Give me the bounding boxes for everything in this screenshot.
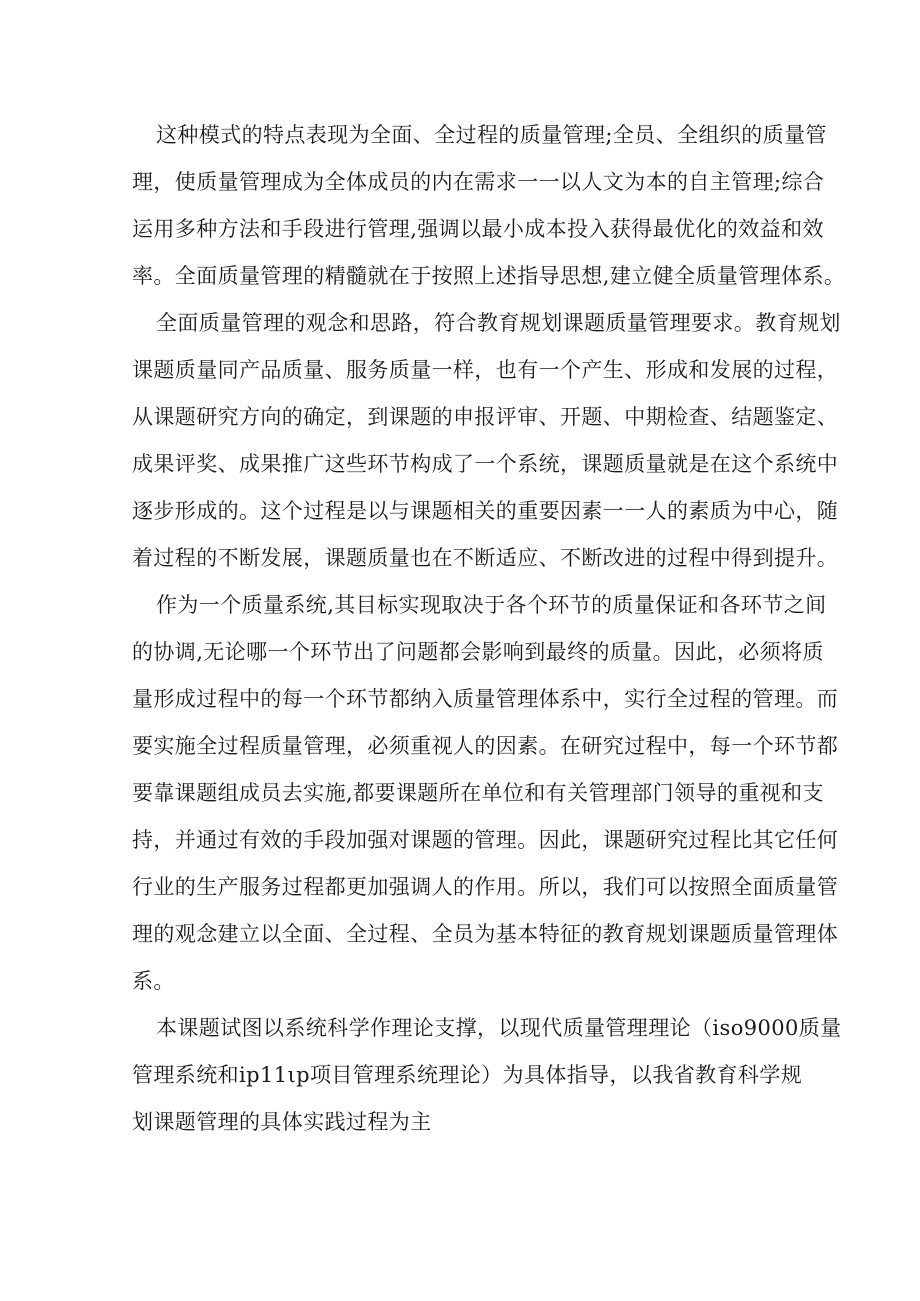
paragraph-4 xyxy=(132,1005,842,1146)
text-line: 从课题研究方向的确定，到课题的申报评审、开题、中期检查、结题鉴定、 xyxy=(132,405,839,429)
text-line: 课题质量同产品质量、服务质量一样，也有一个产生、形成和发展的过程， xyxy=(132,358,839,382)
text-line: 要靠课题组成员去实施,都要课题所在单位和有关管理部门领导的重视和支 xyxy=(132,781,824,805)
text-line: 这种模式的特点表现为全面、全过程的质量管理;全员、全组织的质量管 xyxy=(156,123,827,147)
paragraph-2 xyxy=(132,300,841,582)
text-line: 理的观念建立以全面、全过程、全员为基本特征的教育规划课题质量管理体 xyxy=(132,922,839,946)
text-line: 作为一个质量系统,其目标实现取决于各个环节的质量保证和各环节之间 xyxy=(156,593,827,617)
text-line: 本课题试图以系统科学作理论支撑，以现代质量管理理论（iso9000质量 xyxy=(156,1016,842,1040)
text-line: 行业的生产服务过程都更加强调人的作用。所以，我们可以按照全面质量管 xyxy=(132,875,839,899)
text-line: 着过程的不断发展，课题质量也在不断适应、不断改进的过程中得到提升。 xyxy=(132,546,839,570)
text-line: 全面质量管理的观念和思路，符合教育规划课题质量管理要求。教育规划 xyxy=(156,311,841,335)
text-line: 量形成过程中的每一个环节都纳入质量管理体系中，实行全过程的管理。而 xyxy=(132,687,839,711)
text-line: 持，并通过有效的手段加强对课题的管理。因此，课题研究过程比其它任何 xyxy=(132,828,839,852)
paragraph-3 xyxy=(132,582,839,1005)
text-line: 理，使质量管理成为全体成员的内在需求一一以人文为本的自主管理;综合 xyxy=(132,170,825,194)
text-line: 逐步形成的。这个过程是以与课题相关的重要因素一一人的素质为中心，随 xyxy=(132,499,839,523)
text-line: 管理系统和ip11ιp项目管理系统理论）为具体指导，以我省教育科学规 xyxy=(132,1063,803,1087)
text-line: 成果评奖、成果推广这些环节构成了一个系统，课题质量就是在这个系统中 xyxy=(132,452,839,476)
text-line: 要实施全过程质量管理，必须重视人的因素。在研究过程中，每一个环节都 xyxy=(132,734,839,758)
document-body xyxy=(132,112,846,1146)
text-line: 系。 xyxy=(132,969,175,993)
text-line: 运用多种方法和手段进行管理,强调以最小成本投入获得最优化的效益和效 xyxy=(132,217,824,241)
paragraph-1 xyxy=(132,112,846,300)
text-line: 率。全面质量管理的精髓就在于按照上述指导思想,建立健全质量管理体系。 xyxy=(132,264,846,288)
text-line: 划课题管理的具体实践过程为主 xyxy=(132,1110,432,1134)
text-line: 的协调,无论哪一个环节出了问题都会影响到最终的质量。因此，必须将质 xyxy=(132,640,824,664)
